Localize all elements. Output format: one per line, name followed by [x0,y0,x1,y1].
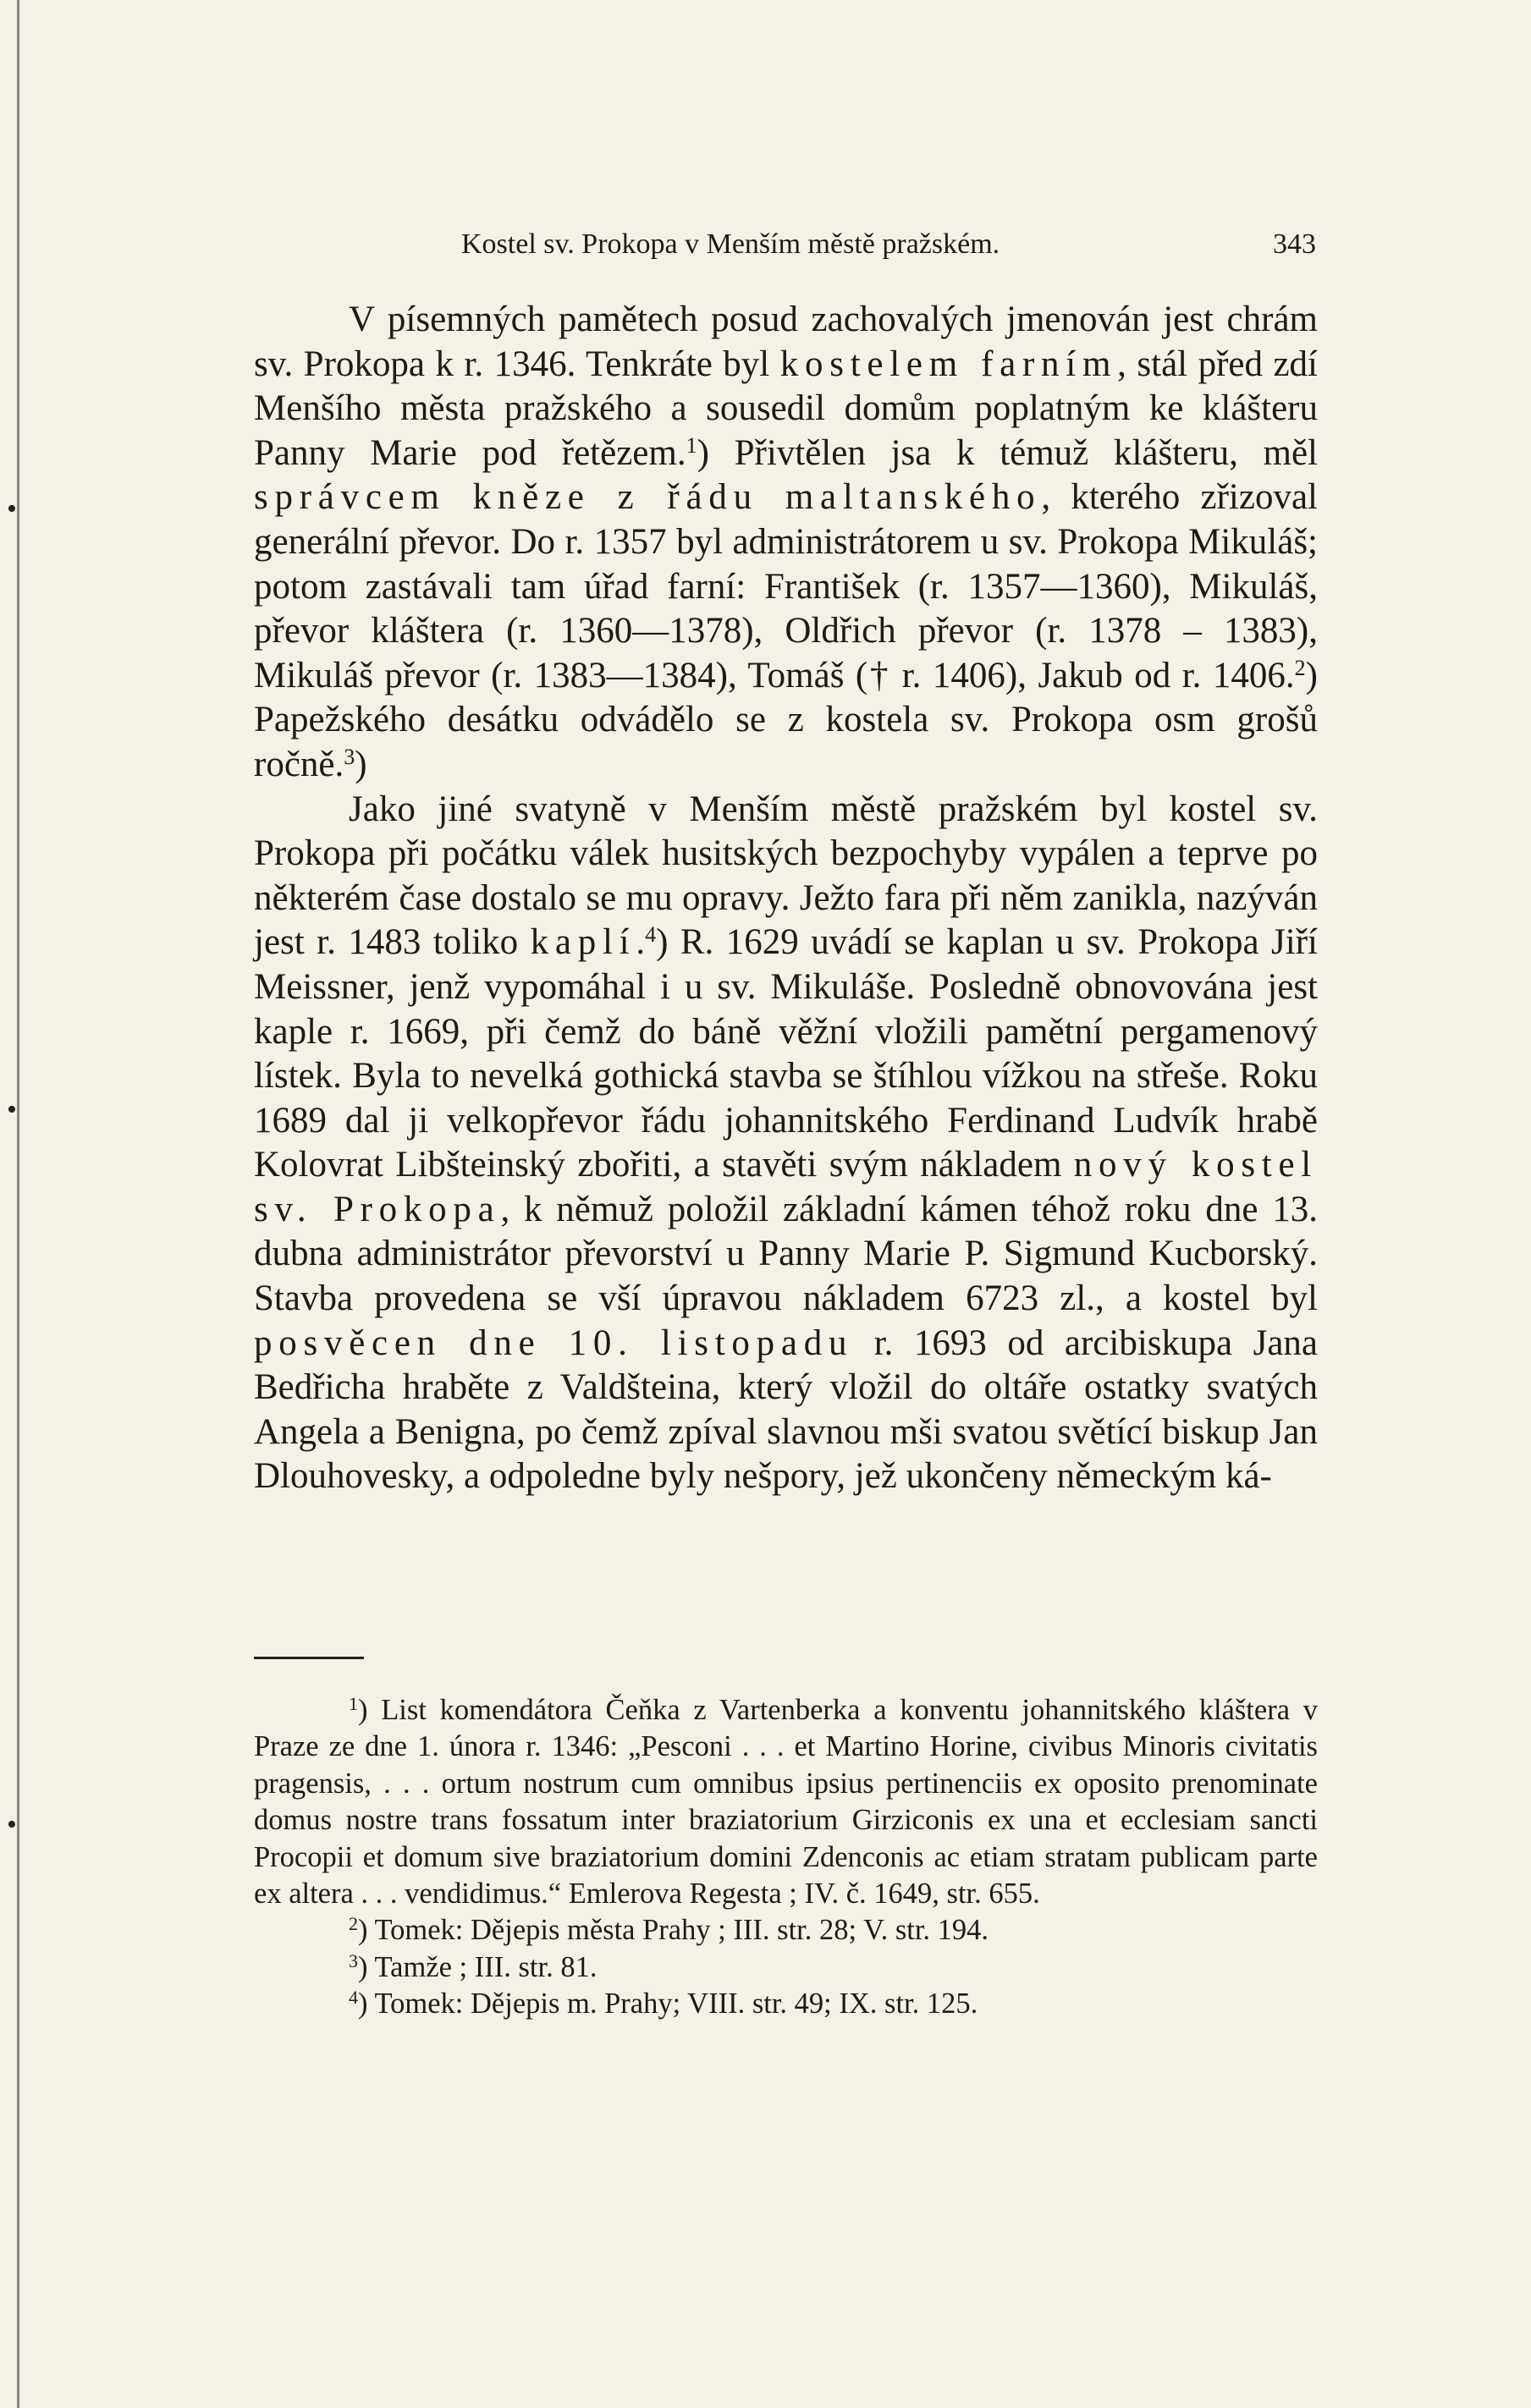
p2-text-2: . [636,922,646,963]
p1-text-3: ) Přivtělen jsa k témuž klášteru, měl [697,432,1318,473]
main-text [254,298,1318,1499]
footnote-ref-2: 2 [1294,655,1306,680]
p2-text-4: , k němuž položil základní kámen téhož roku dne 13. dubna administrátor převorství u Panny Marie P. Sigmund Kucborský. Stavba provedena se vší úpravou nákladem 6723 zl., a kostel byl [254,1189,1318,1319]
p1-text-1: V písemných pamětech posud zachovalých jmenován jest chrám sv. Prokopa k r. 1346. Tenkráte byl [254,300,1318,384]
footnote-2-mark: 2 [349,1913,358,1935]
paragraph-1 [254,298,1318,788]
footnote-4 [254,1986,1318,2022]
footnote-3 [254,1949,1318,1986]
footnote-ref-1: 1 [686,432,697,458]
p2-spaced-2: nový kostel sv. Prokopa [254,1145,1318,1229]
paragraph-2 [254,788,1318,1500]
footnote-4-text: ) Tomek: Dějepis m. Prahy; VIII. str. 49; IX. str. 125. [358,1987,978,2020]
footnote-1 [254,1692,1318,1912]
footnote-3-mark: 3 [349,1949,358,1971]
p1-text-4: , kterého zřizoval generální převor. Do r. 1357 byl administrátorem u sv. Prokopa Mikuláš; potom zastávali tam úřad farní: František (r. 1357—1360), Mikuláš, převor kláštera (r. 1360—1378), Oldřich převor (r. 1378 – 1383), Mikuláš převor (r. 1383—1384), Tomáš († r. 1406), Jakub od r. 1406. [254,477,1318,695]
binding-mark-top: • [7,493,17,525]
footnote-1-text: ) List komendátora Čeňka z Vartenberka a konventu johannitského kláštera v Praze ze dne 1. února r. 1346: „Pesconi . . . et Martino Horine, civibus Minoris civitatis pragensis, . . . ortum nostrum cum omnibus ipsius pertinenciis ex oposito prenominate domus nostre trans fossatum inter braziatorium Girziconis ex una et ecclesiam sancti Procopii et domum sive braziatorium domini Zdenconis ac etiam stratam publicam parte ex altera . . . vendidimus.“ Emlerova Regesta ; IV. č. 1649, str. 655. [254,1694,1318,1910]
p2-text-3: ) R. 1629 uvádí se kaplan u sv. Prokopa Jiří Meissner, jenž vypomáhal i u sv. Mikuláše. Posledně obnovována jest kaple r. 1669, při čemž do báně věžní vložili pamětní pergamenový lístek. Byla to nevelká gothická stavba se štíhlou vížkou na střeše. Roku 1689 dal ji velkopřevor řádu johannitského Ferdinand Ludvík hrabě Kolovrat Libšteinský zbořiti, a stavěti svým nákladem [254,922,1318,1185]
footnote-1-mark: 1 [349,1693,358,1714]
p2-text-1: Jako jiné svatyně v Menším městě pražském byl kostel sv. Prokopa při počátku válek husitských bezpochyby vypálen a teprve po některém čase dostalo se mu opravy. Ježto fara při něm zanikla, nazýván jest r. 1483 toliko [254,789,1318,963]
page-number: 343 [1273,228,1316,260]
footnote-ref-3: 3 [344,744,355,769]
footnote-2 [254,1912,1318,1949]
footnote-2-text: ) Tomek: Dějepis města Prahy ; III. str. 28; V. str. 194. [358,1914,989,1947]
p2-text-5: r. 1693 od arcibiskupa Jana Bedřicha hraběte z Valdšteina, který vložil do oltáře ostatky svatých Angela a Benigna, po čemž zpíval slavnou mši svatou světící biskup Jan Dlouhovesky, a odpoledne byly nešpory, jež ukončeny německým ká- [254,1322,1318,1497]
p1-text-2: , stál před zdí Menšího města pražského a sousedil domům poplatným ke klášteru Panny Marie pod řetězem. [254,344,1318,473]
binding-edge-line [17,0,19,2408]
running-title: Kostel sv. Prokopa v Menším městě pražském. [461,228,1000,260]
binding-mark-bottom: • [7,1809,17,1840]
footnote-divider [254,1657,364,1659]
binding-mark-middle: • [7,1094,17,1125]
footnotes [254,1692,1318,2023]
page-header [461,224,1316,265]
p1-text-5: ) Papežského desátku odvádělo se z kostela sv. Prokopa osm grošů ročně. [254,655,1318,784]
p2-spaced-1: kaplí [530,922,636,963]
footnote-ref-4: 4 [645,922,657,948]
p1-spaced-1: kostelem farním [779,344,1118,384]
footnote-3-text: ) Tamže ; III. str. 81. [358,1950,598,1983]
p1-text-6: ) [355,744,367,784]
p1-spaced-2: správcem kněze z řádu maltanského [254,477,1042,518]
footnote-4-mark: 4 [349,1987,358,2009]
p2-spaced-3: posvěcen dne 10. listopadu [254,1322,854,1363]
